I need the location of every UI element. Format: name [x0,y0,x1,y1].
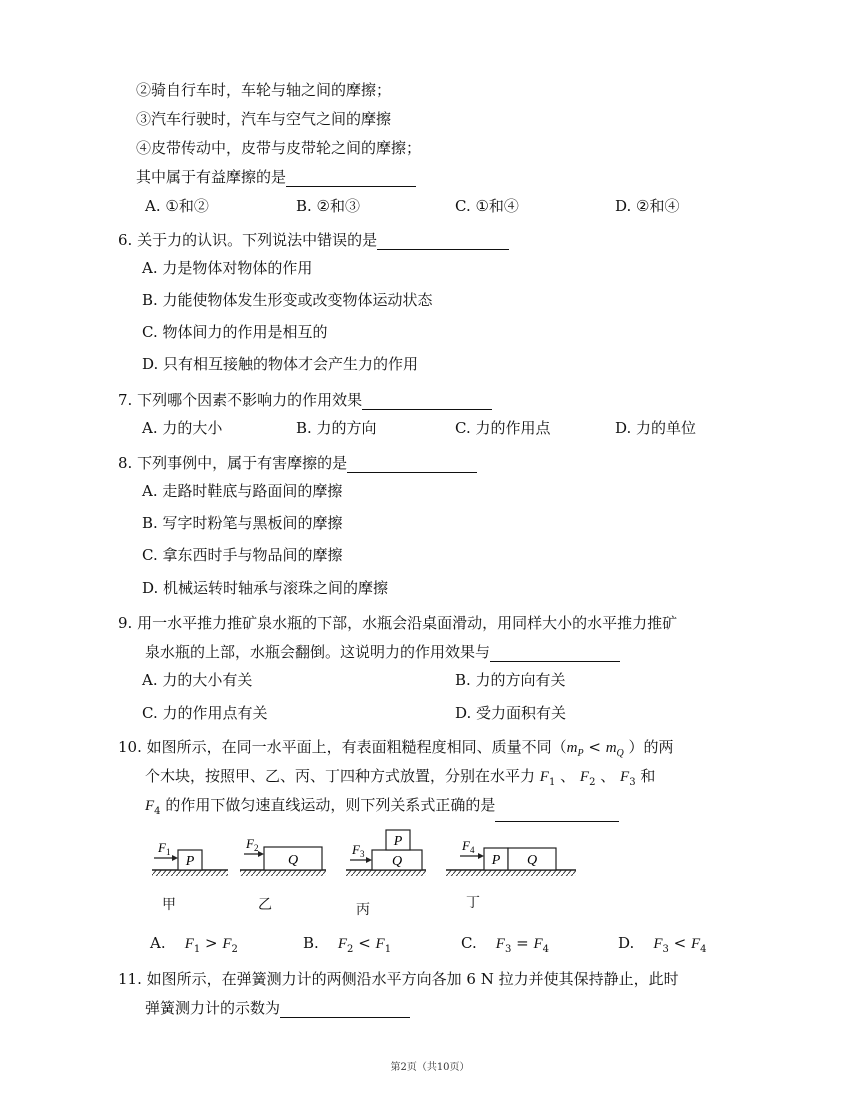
mass-p-subscript: P [577,748,584,759]
q6-stem [118,230,509,250]
q10-line-1-end: ）的两 [623,738,674,756]
option-operator: = [511,934,534,952]
option-lhs-subscript: 2 [347,944,354,955]
force-label-f1: $F_1$ [158,840,171,857]
force-f1-subscript: 1 [548,777,556,788]
q5-item-2: ②骑自行车时，车轮与轴之间的摩擦； [136,81,392,99]
force-f2: F [579,769,590,785]
q6-option-b: B. 力能使物体发生形变或改变物体运动状态 [142,291,433,309]
q6-option-a: A. 力是物体对物体的作用 [142,259,313,277]
q7-option-b: B. 力的方向 [296,419,377,437]
option-rhs: F [691,936,701,952]
force-label-f2: $F_2$ [246,836,259,853]
q8-stem-text: 8. 下列事例中，属于有害摩擦的是 [118,454,348,472]
q8-option-c: C. 拿东西时手与物品间的摩擦 [142,546,343,564]
q9-option-c: C. 力的作用点有关 [142,704,268,722]
caption-yi: 乙 [258,897,272,913]
q10-line-2 [145,766,655,793]
force-f1: F [539,769,549,785]
option-lhs: F [495,936,505,952]
option-rhs-subscript: 2 [231,944,238,955]
q7-stem [118,390,492,410]
conjunction-and: 和 [640,767,656,785]
mass-q: m [605,740,617,756]
q5-item-4: ④皮带传动中，皮带与皮带轮之间的摩擦； [136,139,422,157]
q6-option-d: D. 只有相互接触的物体才会产生力的作用 [142,355,419,373]
block-p-label: P [491,853,501,868]
setup-yi [240,836,326,876]
q9-option-d: D. 受力面积有关 [455,704,567,722]
q10-line-2-text: 个木块，按照甲、乙、丙、丁四种方式放置，分别在水平力 [145,767,536,785]
option-operator: > [200,934,223,952]
mass-q-subscript: Q [616,748,624,759]
q10-figure [148,826,588,920]
block-p-label: P [393,834,403,849]
force-f3: F [620,769,630,785]
q8-option-d: D. 机械运转时轴承与滚珠之间的摩擦 [142,579,389,597]
answer-blank[interactable] [347,456,477,473]
q5-item-3: ③汽车行驶时，汽车与空气之间的摩擦 [136,110,392,128]
setup-ding [446,838,576,876]
caption-bing: 丙 [356,902,370,918]
q7-option-c: C. 力的作用点 [455,419,551,437]
less-than: < [583,738,606,756]
q11-line-2 [145,998,410,1018]
option-operator: < [353,934,376,952]
option-lhs-subscript: 3 [662,944,669,955]
q8-option-b: B. 写字时粉笔与黑板间的摩擦 [142,514,343,532]
option-rhs-subscript: 1 [384,944,392,955]
option-rhs: F [375,936,385,952]
q10-option-d [618,933,707,960]
force-label-f3: $F_3$ [352,842,365,859]
block-p-label: P [185,854,195,869]
q7-option-a: A. 力的大小 [142,419,223,437]
q9-line-2 [145,642,620,662]
caption-jia: 甲 [162,897,176,913]
force-label-f4: $F_4$ [462,838,475,855]
q5-stem [136,167,416,187]
q10-option-b [303,933,391,960]
q7-stem-text: 7. 下列哪个因素不影响力的作用效果 [118,391,363,409]
q5-option-d: D. ②和④ [615,197,680,215]
setup-bing [346,830,426,876]
option-lhs: F [337,936,348,952]
answer-blank[interactable] [377,233,509,250]
q8-option-a: A. 走路时鞋底与路面间的摩擦 [142,482,343,500]
q10-line-1-text: 10. 如图所示，在同一水平面上，有表面粗糙程度相同、质量不同（ [118,738,567,756]
q11-line-2-text: 弹簧测力计的示数为 [145,999,281,1017]
block-q-label: Q [391,854,403,869]
q10-option-c [461,933,549,960]
option-rhs: F [533,936,543,952]
q10-line-1 [118,737,674,764]
force-f4: F [145,798,155,814]
q6-option-c: C. 物体间力的作用是相互的 [142,323,328,341]
option-letter: D. [618,934,635,952]
q5-option-c: C. ①和④ [455,197,519,215]
option-letter: A. [150,934,166,952]
answer-blank[interactable] [362,393,492,410]
separator: 、 [560,767,576,785]
q7-option-d: D. 力的单位 [615,419,697,437]
q6-stem-text: 6. 关于力的认识。下列说法中错误的是 [118,231,378,249]
setup-jia [152,840,228,876]
force-f4-subscript: 4 [154,806,161,817]
option-rhs-subscript: 4 [700,944,707,955]
mass-p: m [566,740,578,756]
q10-option-a [150,933,238,960]
block-q-label: Q [526,853,538,868]
q10-line-3 [145,795,619,822]
answer-blank[interactable] [490,645,620,662]
option-lhs: F [653,936,663,952]
option-letter: B. [303,934,319,952]
q5-stem-text: 其中属于有益摩擦的是 [136,168,287,186]
option-lhs-subscript: 1 [193,944,201,955]
q5-option-a: A. ①和② [145,197,209,215]
force-f2-subscript: 2 [589,777,596,788]
q8-stem [118,453,477,473]
option-rhs-subscript: 4 [542,944,549,955]
q9-line-1: 9. 用一水平推力推矿泉水瓶的下部，水瓶会沿桌面滑动，用同样大小的水平推力推矿 [118,614,678,632]
answer-blank[interactable] [495,805,619,822]
answer-blank[interactable] [280,1001,410,1018]
q9-option-b: B. 力的方向有关 [455,671,566,689]
force-f3-subscript: 3 [629,777,636,788]
q9-line-2-text: 泉水瓶的上部，水瓶会翻倒。这说明力的作用效果与 [145,643,491,661]
option-lhs: F [184,936,194,952]
q11-line-1: 11. 如图所示，在弹簧测力计的两侧沿水平方向各加 6 N 拉力并使其保持静止，此时 [118,970,679,988]
separator: 、 [600,767,616,785]
block-q-label: Q [287,853,299,868]
option-letter: C. [461,934,477,952]
q10-line-3-text: 的作用下做匀速直线运动，则下列关系式正确的是 [165,796,496,814]
option-lhs-subscript: 3 [504,944,512,955]
q5-option-b: B. ②和③ [296,197,361,215]
option-operator: < [668,934,691,952]
page-footer: 第2页（共10页） [390,1062,470,1073]
caption-ding: 丁 [466,895,480,911]
answer-blank[interactable] [286,170,416,187]
option-rhs: F [222,936,232,952]
q9-option-a: A. 力的大小有关 [142,671,253,689]
